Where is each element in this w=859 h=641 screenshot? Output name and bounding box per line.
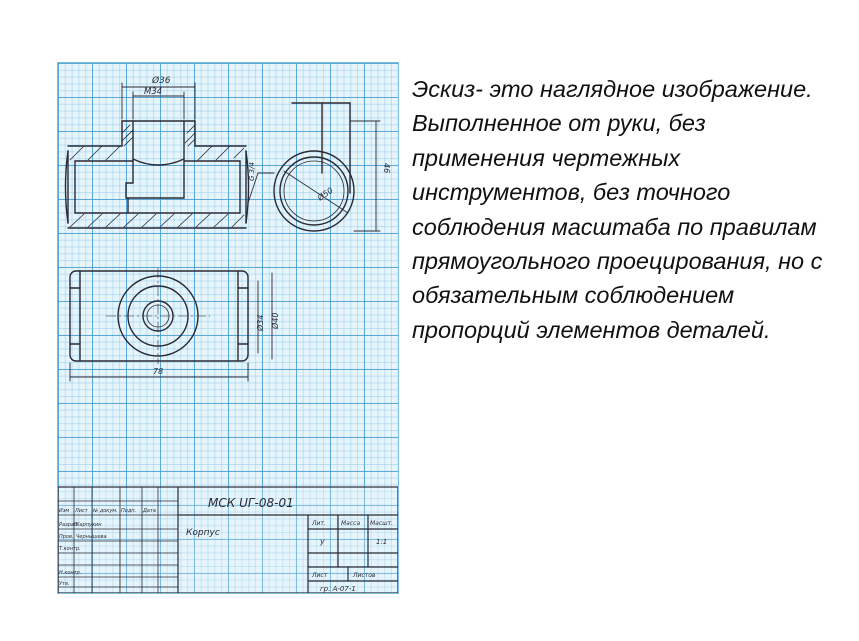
- tb-col-4: Подп.: [121, 508, 137, 514]
- dim-outer-diameter: Ø40: [271, 312, 280, 329]
- tb-mass-header: Масса: [341, 520, 361, 527]
- title-designation: МСК UГ-08-01: [208, 496, 294, 510]
- front-view: [66, 83, 275, 228]
- tb-role-3: Т.контр.: [59, 546, 81, 552]
- sketch-definition-text: Эскиз- это наглядное изображение. Выполненное от руки, без применения чертежных инструментов, без точного соблюдения масштаба по правилам прямоугольного проецирования, но с обязательным соблюдением пропорций элементов деталей.: [412, 76, 823, 343]
- tb-role-4: Н.контр.: [59, 570, 82, 576]
- tb-role-5: Утв.: [59, 581, 70, 587]
- tb-group: гр. А-07-1: [320, 585, 356, 593]
- sketch-drawing-sheet: [57, 62, 399, 594]
- dim-thread-pipe: G 3/4: [248, 162, 256, 181]
- sketch-drawing: [58, 63, 398, 593]
- tb-col-2: Лист: [75, 508, 88, 514]
- dim-thread: M34: [144, 87, 163, 97]
- tb-sheets-label: Листов: [353, 572, 376, 579]
- tb-col-3: № докум.: [93, 508, 118, 514]
- top-view: [70, 268, 272, 381]
- tb-col-5: Дата: [143, 508, 156, 514]
- tb-name-1: Карпухин: [76, 522, 102, 528]
- dim-height: 46: [382, 163, 391, 174]
- tb-role-2: Пров.: [59, 534, 74, 540]
- dim-inner-diameter: Ø34: [256, 314, 265, 331]
- tb-name-2: Чернышева: [76, 534, 107, 540]
- dim-top-diameter: Ø36: [152, 76, 171, 86]
- tb-lit-header: Лит.: [312, 520, 326, 527]
- tb-lit-value: у: [320, 537, 325, 546]
- dim-circle-diameter: Ø50: [315, 185, 335, 203]
- side-view: [274, 103, 380, 231]
- tb-sheet-label: Лист: [312, 572, 328, 579]
- dim-length: 78: [153, 367, 164, 376]
- tb-col-1: Изм: [59, 508, 70, 514]
- title-part-name: Корпус: [186, 528, 220, 538]
- tb-role-1: Разраб.: [59, 522, 79, 528]
- tb-scale-value: 1:1: [376, 538, 388, 546]
- tb-scale-header: Масшт.: [370, 520, 394, 527]
